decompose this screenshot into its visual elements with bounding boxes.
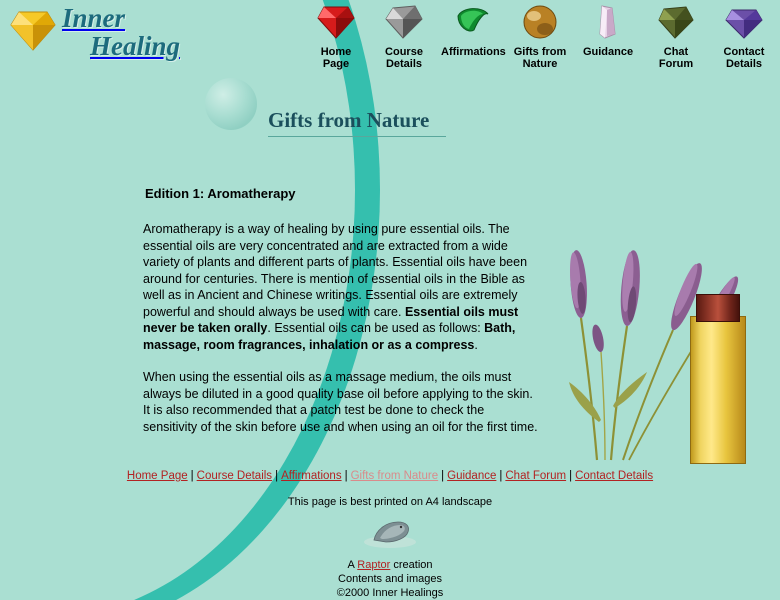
silver-gem-icon <box>384 4 424 40</box>
amber-gem-icon <box>520 4 560 40</box>
nav-item-course-details[interactable] <box>373 4 435 70</box>
logo-line-1: Inner <box>62 3 126 33</box>
footer-separator: | <box>499 470 503 482</box>
decorative-sphere <box>205 78 257 130</box>
credit-suffix: creation <box>390 559 433 571</box>
nav-label-line2: Details <box>725 58 763 70</box>
para1-text-2: . Essential oils can be used as follows: <box>267 321 485 335</box>
para1-bold-1: Essential oils must never be taken orally <box>143 304 519 335</box>
paragraph-2: When using the essential oils as a massage medium, the oils must always be diluted in a good quality base oil before applying to the skin. It is also recommended that a patch test be done to check the sensitivity of the skin before use and when using an oil for the first time. <box>143 370 538 434</box>
nav-item-contact-details[interactable] <box>713 4 775 70</box>
footer-separator: | <box>190 470 194 482</box>
article-body <box>143 221 538 435</box>
green-gem-icon <box>452 4 492 40</box>
main-navigation <box>305 4 775 84</box>
quartz-gem-icon <box>588 4 628 40</box>
footer-link-affirmations[interactable]: Affirmations <box>281 470 342 482</box>
footer-link-course-details[interactable]: Course Details <box>196 470 273 482</box>
footer-link-guidance[interactable]: Guidance <box>447 470 497 482</box>
nav-label-line1: Guidance <box>582 46 634 58</box>
para1-bold-2: Bath, massage, room fragrances, inhalation or as a compress <box>143 321 516 352</box>
print-note: This page is best printed on A4 landscape <box>287 496 493 508</box>
footer-separator: | <box>569 470 573 482</box>
nav-label-line2: Details <box>385 58 423 70</box>
nav-label-line2: Nature <box>522 58 558 70</box>
nav-label-line1: Affirmations <box>441 46 506 58</box>
logo-line-2: Healing <box>90 31 181 62</box>
raptor-link[interactable]: Raptor <box>357 559 391 571</box>
nav-label-line1: Contact <box>723 46 765 58</box>
credit-line-1 <box>0 558 780 572</box>
footer-link-home-page[interactable]: Home Page <box>126 470 188 482</box>
footer-link-gifts-from-nature[interactable]: Gifts from Nature <box>350 470 439 482</box>
footer-link-contact-details[interactable]: Contact Details <box>575 470 654 482</box>
raptor-dove-logo <box>356 516 424 550</box>
main-content <box>143 186 763 451</box>
nav-label-line1: Home <box>320 46 352 58</box>
nav-item-home-page[interactable] <box>305 4 367 70</box>
red-gem-icon <box>316 4 356 40</box>
edition-heading: Edition 1: Aromatherapy <box>145 186 296 201</box>
footer-separator: | <box>275 470 279 482</box>
footer-separator: | <box>344 470 348 482</box>
nav-item-affirmations[interactable] <box>441 4 506 58</box>
credit-prefix: A <box>347 559 358 571</box>
purple-gem-icon <box>724 4 764 40</box>
site-logo[interactable] <box>10 4 180 61</box>
nav-label-line1: Chat <box>663 46 689 58</box>
nav-item-chat-forum[interactable] <box>645 4 707 70</box>
para1-text-1: Aromatherapy is a way of healing by using pure essential oils. The essential oils are very concentrated and are extracted from a wide variety of plants and different parts of plants. Essential oils have been around for centuries. There is mention of essential oils in the Bible as well as in Ancient and Chinese writings. Essential oils are extremely powerful and should always be used with care. <box>143 222 528 319</box>
nav-label-line2: Page <box>322 58 350 70</box>
para1-text-3: . <box>474 337 478 352</box>
credit-line-3: ©2000 Inner Healings <box>336 587 444 599</box>
footer-separator: | <box>441 470 445 482</box>
site-credit <box>0 558 780 600</box>
footer-navigation <box>0 470 780 482</box>
nav-label-line1: Gifts from <box>513 46 567 58</box>
olive-gem-icon <box>656 4 696 40</box>
credit-line-2: Contents and images <box>338 573 442 585</box>
footer-link-chat-forum[interactable]: Chat Forum <box>505 470 567 482</box>
nav-label-line1: Course <box>385 46 423 58</box>
nav-item-gifts-from-nature[interactable] <box>509 4 571 70</box>
page-title: Gifts from Nature <box>268 108 430 132</box>
diamond-gem-icon <box>10 8 56 52</box>
logo-text <box>62 4 180 61</box>
paragraph-1 <box>143 221 538 353</box>
title-divider <box>268 136 446 137</box>
nav-label-line2: Forum <box>658 58 694 70</box>
nav-item-guidance[interactable] <box>577 4 639 58</box>
